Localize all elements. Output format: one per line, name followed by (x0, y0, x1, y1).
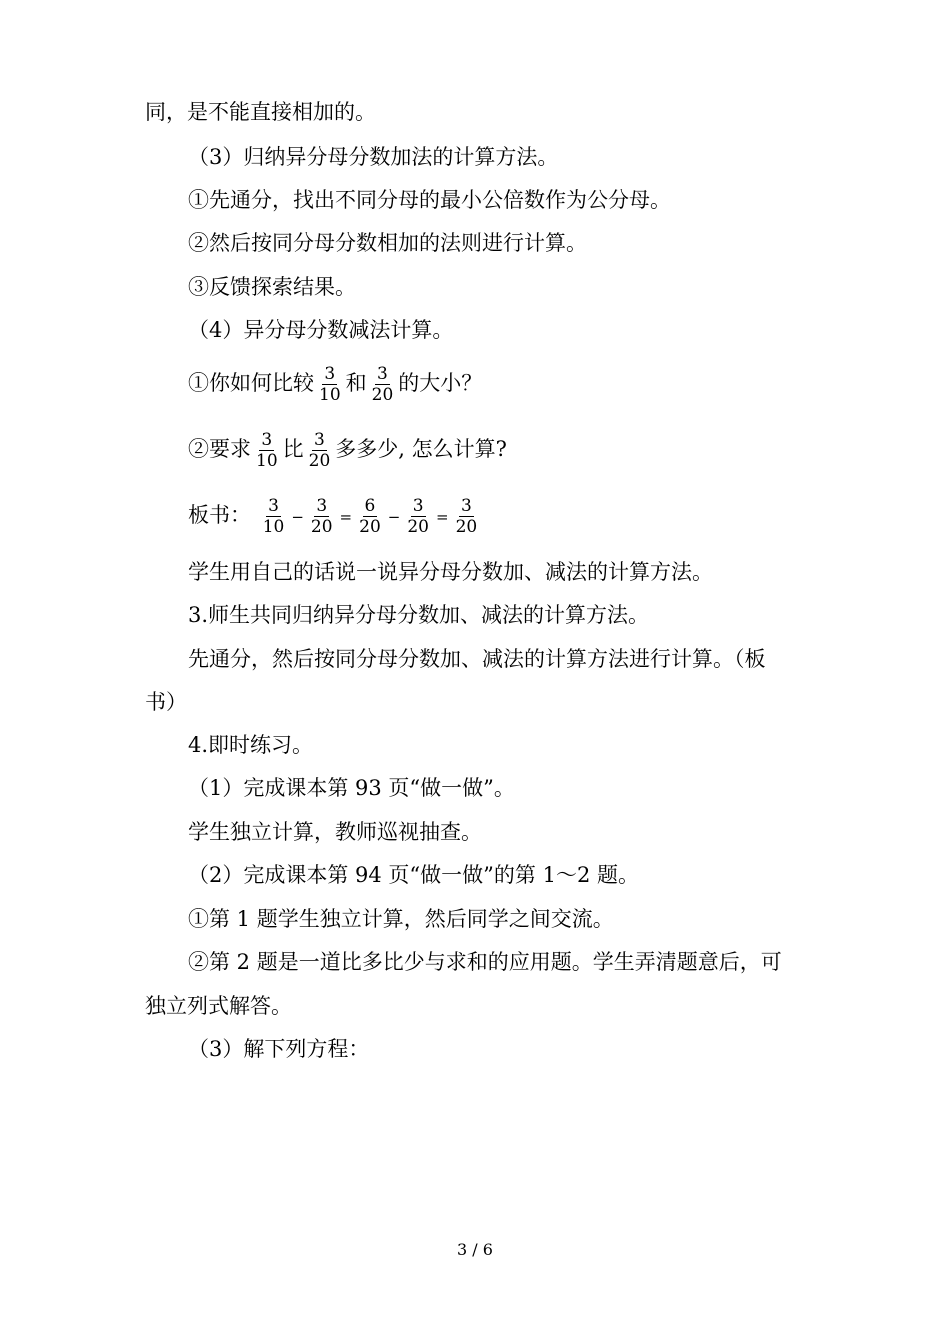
minus-sign: − (387, 507, 401, 526)
text-line: ③反馈探索结果。 (188, 275, 356, 299)
fraction: $\frac{3}{20}$ (371, 364, 394, 405)
equals-sign: = (435, 507, 449, 526)
text-line: （3）解下列方程： (188, 1037, 370, 1061)
question-text: ②要求 (188, 437, 251, 461)
fraction: $\frac{3}{20}$ (455, 496, 478, 537)
equals-sign: = (339, 507, 353, 526)
page-number: 3 / 6 (457, 1240, 493, 1259)
question-text: 和 (345, 371, 367, 395)
fraction: $\frac{3}{10}$ (262, 496, 285, 537)
board-equation (188, 496, 482, 537)
text-line: 独立列式解答。 (145, 994, 292, 1018)
question-compare (188, 364, 482, 405)
fraction: $\frac{3}{10}$ (319, 364, 341, 405)
question-text: 的大小？ (398, 371, 483, 395)
question-difference (188, 430, 507, 471)
fraction: $\frac{3}{20}$ (407, 496, 429, 537)
section-heading: 4.即时练习。 (188, 733, 314, 757)
text-line: 学生用自己的话说一说异分母分数加、减法的计算方法。 (188, 560, 713, 584)
section-heading: 3.师生共同归纳异分母分数加、减法的计算方法。 (188, 603, 650, 627)
board-label: 板书： (188, 503, 251, 527)
text-line: （1）完成课本第 93 页“做一做”。 (188, 776, 515, 800)
text-line: 学生独立计算，教师巡视抽查。 (188, 820, 482, 844)
minus-sign: − (291, 507, 304, 526)
text-line: 书） (145, 690, 187, 714)
text-line: ②然后按同分母分数相加的法则进行计算。 (188, 231, 587, 255)
fraction: $\frac{6}{20}$ (359, 496, 381, 537)
fraction: $\frac{3}{20}$ (308, 430, 331, 471)
text-line: ①第 1 题学生独立计算，然后同学之间交流。 (188, 907, 614, 931)
text-line: （2）完成课本第 94 页“做一做”的第 1～2 题。 (188, 863, 639, 887)
question-text: 比 (282, 437, 304, 461)
text-line: 同，是不能直接相加的。 (145, 100, 376, 124)
fraction: $\frac{3}{10}$ (256, 430, 278, 471)
text-line: ①先通分，找出不同分母的最小公倍数作为公分母。 (188, 188, 671, 212)
section-heading: （4）异分母分数减法计算。 (188, 318, 454, 342)
text-line: ②第 2 题是一道比多比少与求和的应用题。学生弄清题意后，可 (188, 950, 782, 974)
fraction: $\frac{3}{20}$ (310, 496, 333, 537)
section-heading: （3）归纳异分母分数加法的计算方法。 (188, 145, 559, 169)
question-text: ①你如何比较 (188, 371, 314, 395)
question-text: 多多少, 怎么计算? (335, 437, 507, 461)
text-line: 先通分，然后按同分母分数加、减法的计算方法进行计算。（板 (188, 647, 766, 671)
